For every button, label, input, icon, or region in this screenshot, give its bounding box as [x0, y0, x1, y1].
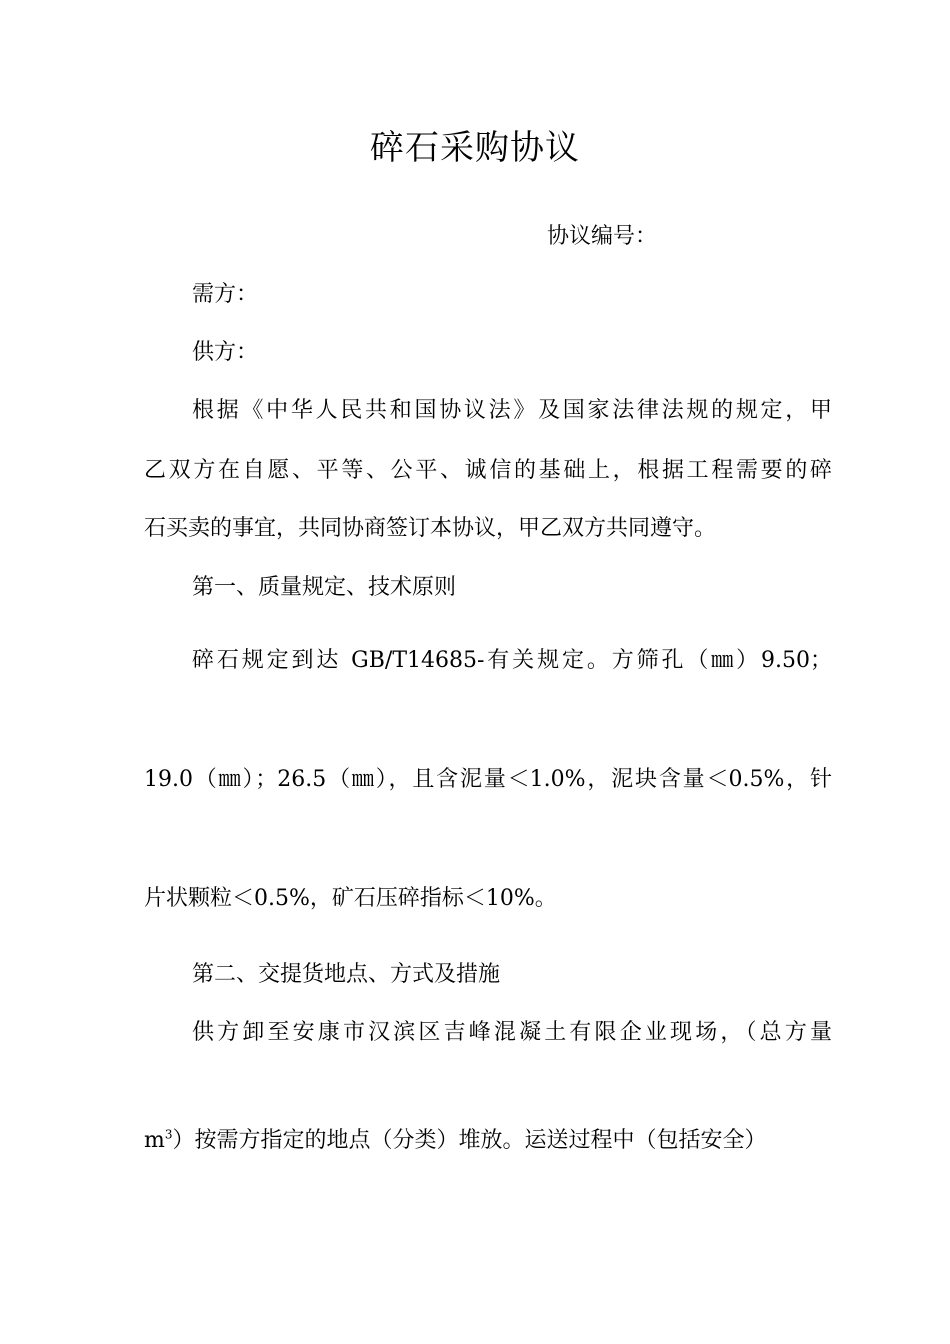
- section2-line-2: [144, 1126, 832, 1156]
- unit-m: m: [144, 1128, 165, 1153]
- section1-line-2: 19.0（㎜）；26.5（㎜），且含泥量＜1.0%，泥块含量＜0.5%，针: [144, 767, 832, 792]
- intro-line-3: 石买卖的事宜，共同协商签订本协议，甲乙双方共同遵守。: [144, 516, 717, 541]
- agreement-number-label: 协议编号：: [547, 224, 658, 249]
- supplier-label: 供方：: [192, 340, 259, 365]
- intro-line-1: 根据《中华人民共和国协议法》及国家法律法规的规定，甲: [192, 398, 832, 423]
- section2-line-1: 供方卸至安康市汉滨区吉峰混凝土有限企业现场，（总方量: [192, 1020, 832, 1045]
- document-title: 碎石采购协议: [370, 128, 580, 168]
- intro-line-2: 乙双方在自愿、平等、公平、诚信的基础上，根据工程需要的碎: [144, 458, 832, 483]
- section1-line-1: 碎石规定到达 GB/T14685-有关规定。方筛孔（㎜）9.50；: [192, 648, 832, 673]
- section2-heading: 第二、交提货地点、方式及措施: [192, 962, 501, 987]
- buyer-label: 需方：: [192, 282, 259, 307]
- section2-line-2-text: ）按需方指定的地点（分类）堆放。运送过程中（包括安全）: [172, 1128, 767, 1153]
- unit-superscript: 3: [164, 1127, 173, 1142]
- section1-heading: 第一、质量规定、技术原则: [192, 575, 457, 600]
- section1-line-3: 片状颗粒＜0.5%，矿石压碎指标＜10%。: [144, 886, 557, 911]
